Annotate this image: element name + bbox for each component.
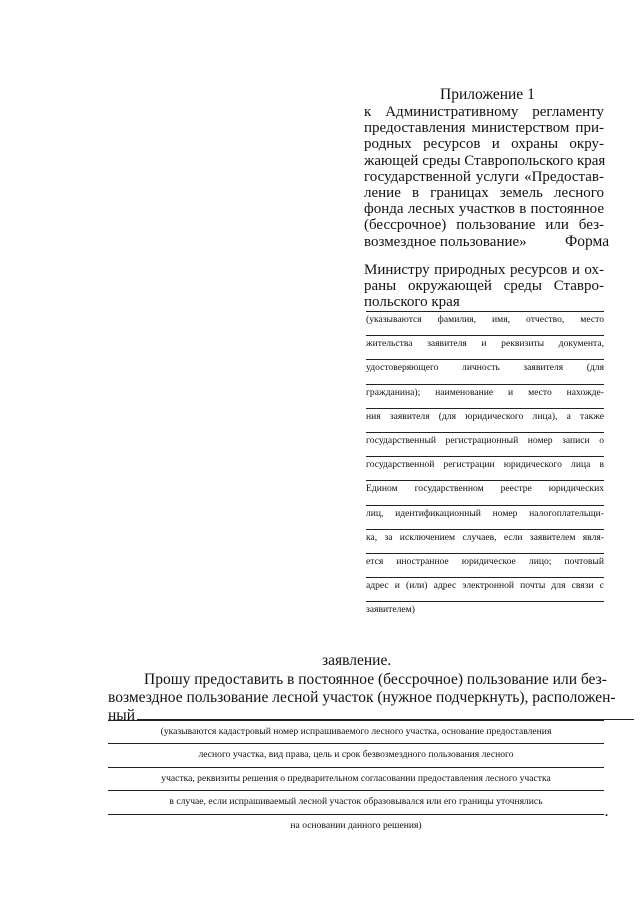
appendix-line: (бессрочное) пользование или без- <box>364 217 604 234</box>
fill-line[interactable] <box>108 767 604 790</box>
statement-title: заявление. <box>322 652 392 669</box>
appendix-text <box>364 104 604 250</box>
appendix-line: возмездное пользование» <box>364 233 527 250</box>
parcel-hint-line: в случае, если испрашиваемый лесной участок образовывался или его границы уточнялись <box>169 796 543 808</box>
location-input-line[interactable] <box>137 706 634 720</box>
applicant-hint-line: ется иностранное юридическое лицо; почтовый <box>366 555 604 567</box>
applicant-hint-line: жительства заявителя и реквизиты документа, <box>366 338 604 350</box>
applicant-hint-line: государственный регистрационный номер записи о <box>366 434 604 446</box>
appendix-line: родных ресурсов и охраны окру- <box>364 136 604 153</box>
fill-line[interactable] <box>108 790 604 813</box>
applicant-hint-line: Едином государственном реестре юридических <box>366 483 604 495</box>
applicant-hint-line: гражданина); наименование и место нахожде- <box>366 386 604 398</box>
fill-line[interactable] <box>366 474 604 498</box>
fill-line[interactable] <box>108 804 608 837</box>
parcel-details-field[interactable] <box>108 720 608 837</box>
applicant-hint-line: государственной регистрации юридического лица в <box>366 459 604 471</box>
appendix-line: ление в границах земель лесного <box>364 185 604 202</box>
appendix-line: предоставления министерством при- <box>364 120 604 137</box>
addressee-line: Министру природных ресурсов и ох- <box>364 262 604 278</box>
parcel-hint-line: на основании данного решения) <box>290 819 422 831</box>
applicant-hint-line: адрес и (или) адрес электронной почты для связи с <box>366 580 604 592</box>
fill-line[interactable] <box>366 329 604 353</box>
statement-line: Прошу предоставить в постоянное (бессрочное) пользование или без- <box>144 671 607 688</box>
form-label: Форма <box>565 233 610 250</box>
addressee-line: раны окружающей среды Ставро- <box>364 278 604 295</box>
appendix-line: государственной услуги «Предостав- <box>364 168 604 185</box>
parcel-hint-line: (указываются кадастровый номер испрашиваемого лесного участка, основание предоставления <box>160 726 552 737</box>
fill-line[interactable] <box>366 402 604 426</box>
applicant-hint-line: (указываются фамилия, имя, отчество, место <box>366 314 604 325</box>
parcel-hint-line: участка, реквизиты решения о предварительном согласовании предоставления лесного участка <box>161 772 551 784</box>
fill-line[interactable] <box>366 426 604 450</box>
fill-line[interactable] <box>366 571 604 595</box>
statement-line: ный <box>108 707 136 725</box>
appendix-line: к Административному регламенту <box>364 104 604 120</box>
fill-line[interactable] <box>366 450 604 474</box>
statement-line: возмездное пользование лесной участок (нужное подчеркнуть), расположен- <box>108 688 616 706</box>
applicant-hint-line: ния заявителя (для юридического лица), а также <box>366 410 604 422</box>
parcel-hint-line: лесного участка, вид права, цель и срок безвозмездного пользования лесного <box>198 749 514 761</box>
fill-line[interactable] <box>366 305 604 329</box>
statement-body <box>108 671 616 725</box>
fill-line[interactable] <box>108 720 604 743</box>
fill-line[interactable] <box>366 378 604 402</box>
fill-line[interactable] <box>366 547 604 571</box>
fill-line[interactable] <box>366 353 604 377</box>
appendix-line: жающей среды Ставропольского края <box>364 152 606 169</box>
appendix-title: Приложение 1 <box>440 86 535 103</box>
end-mark: . <box>605 804 608 819</box>
applicant-hint-line: лиц, идентификационный номер налогоплательщи- <box>366 507 604 519</box>
addressee-block <box>364 262 604 311</box>
fill-line[interactable] <box>108 743 604 766</box>
addressee-line: польского края <box>364 294 460 311</box>
applicant-hint-line: ка, за исключением случаев, если заявителем явля- <box>366 531 604 543</box>
applicant-hint-line: удостоверяющего личность заявителя (для <box>366 362 604 374</box>
applicant-hint-line: заявителем) <box>366 604 415 616</box>
applicant-details-field[interactable] <box>366 305 604 619</box>
fill-line[interactable] <box>366 523 604 547</box>
fill-line[interactable] <box>366 499 604 523</box>
appendix-line: фонда лесных участков в постоянное <box>364 201 604 218</box>
fill-line[interactable] <box>366 595 604 619</box>
